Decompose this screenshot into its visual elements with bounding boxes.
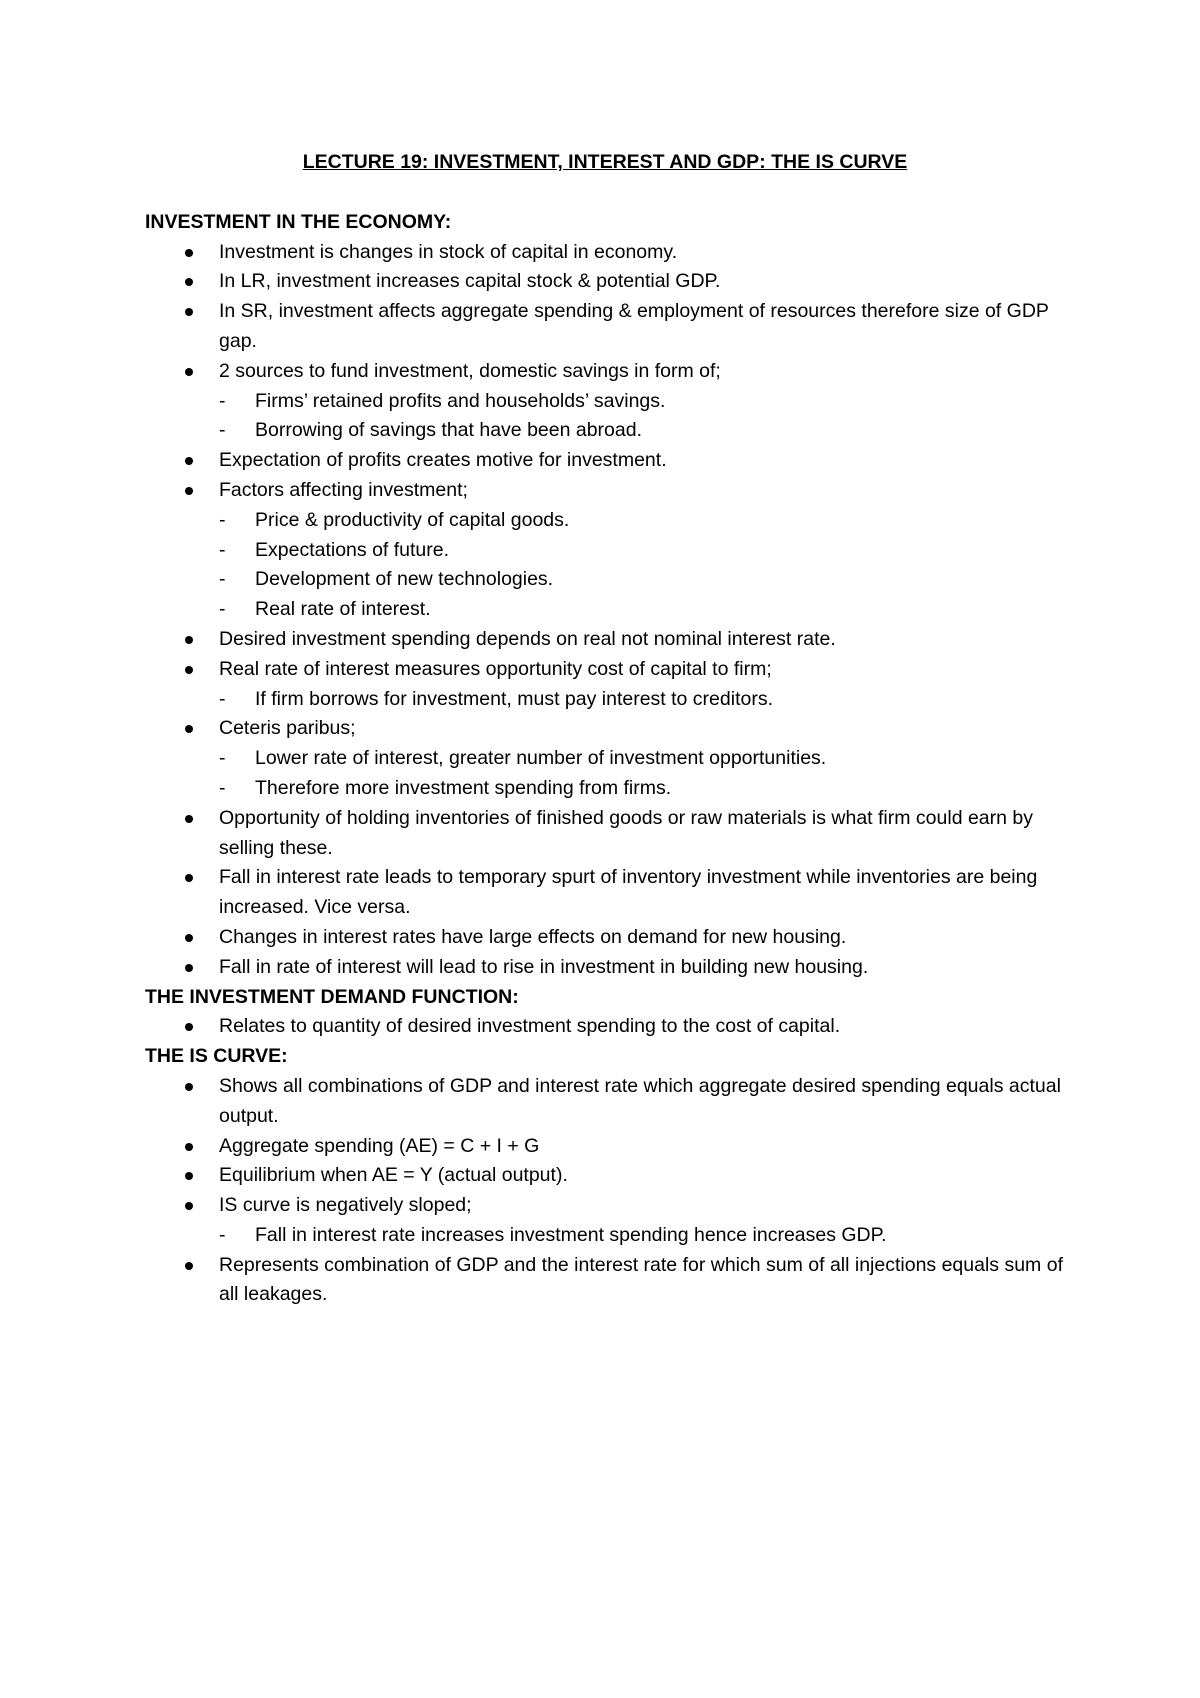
bullet-dot-icon — [185, 278, 193, 286]
bullet-dot-icon — [185, 1172, 193, 1180]
bullet-dot-icon — [185, 457, 193, 465]
bullet-dot-icon — [185, 1262, 193, 1270]
sub-bullet-list — [219, 744, 1065, 804]
bullet-item — [145, 267, 1065, 297]
section — [145, 1042, 1065, 1310]
sub-bullet-item — [219, 774, 1065, 804]
bullet-dot-icon — [185, 1202, 193, 1210]
section-heading: INVESTMENT IN THE ECONOMY: — [145, 210, 452, 233]
bullet-item — [145, 238, 1065, 268]
sub-bullet-item — [219, 1221, 1065, 1251]
bullet-text: 2 sources to fund investment, domestic savings in form of; — [219, 359, 721, 382]
sub-bullet-item — [219, 565, 1065, 595]
sub-bullet-list — [219, 506, 1065, 625]
bullet-item — [145, 1161, 1065, 1191]
bullet-text: Ceteris paribus; — [219, 717, 356, 740]
bullet-dot-icon — [185, 1083, 193, 1091]
sub-bullet-text: Expectations of future. — [255, 538, 450, 561]
sub-bullet-text: Development of new technologies. — [255, 568, 554, 591]
dash-icon: - — [219, 568, 226, 591]
sub-bullet-text: Firms’ retained profits and households’ savings. — [255, 389, 666, 412]
bullet-dot-icon — [185, 964, 193, 972]
dash-icon: - — [219, 538, 226, 561]
document-title: LECTURE 19: INVESTMENT, INTEREST AND GDP: THE IS CURVE — [302, 151, 908, 173]
bullet-item — [145, 446, 1065, 476]
dash-icon: - — [219, 1223, 226, 1246]
bullet-item — [145, 297, 1065, 357]
bullet-dot-icon — [185, 636, 193, 644]
sub-bullet-list — [219, 387, 1065, 447]
bullet-dot-icon — [185, 934, 193, 942]
bullet-text: Fall in rate of interest will lead to rise in investment in building new housing. — [219, 955, 869, 978]
bullet-dot-icon — [185, 666, 193, 674]
bullet-text: Changes in interest rates have large effects on demand for new housing. — [219, 925, 847, 948]
bullet-list — [145, 238, 1065, 983]
bullet-item — [145, 1251, 1065, 1311]
bullet-text: Shows all combinations of GDP and interest rate which aggregate desired spending equals actual output. — [219, 1074, 1061, 1127]
section-heading: THE INVESTMENT DEMAND FUNCTION: — [145, 985, 519, 1008]
sub-bullet-item — [219, 744, 1065, 774]
dash-icon: - — [219, 508, 226, 531]
bullet-text: In LR, investment increases capital stock & potential GDP. — [219, 270, 721, 293]
bullet-item — [145, 357, 1065, 446]
sub-bullet-text: Borrowing of savings that have been abroad. — [255, 419, 643, 442]
bullet-dot-icon — [185, 1143, 193, 1151]
bullet-text: In SR, investment affects aggregate spending & employment of resources therefore size of GDP gap. — [219, 300, 1049, 352]
sub-bullet-list — [219, 685, 1065, 715]
bullet-item — [145, 863, 1065, 923]
bullet-item — [145, 1132, 1065, 1162]
dash-icon: - — [219, 389, 226, 412]
bullet-item — [145, 804, 1065, 864]
sub-bullet-text: Real rate of interest. — [255, 598, 431, 621]
bullet-list — [145, 1012, 1065, 1042]
bullet-item — [145, 1191, 1065, 1251]
document-body — [145, 208, 1065, 1310]
bullet-dot-icon — [185, 725, 193, 733]
sub-bullet-item — [219, 506, 1065, 536]
sub-bullet-item — [219, 387, 1065, 417]
bullet-item — [145, 923, 1065, 953]
bullet-dot-icon — [185, 815, 193, 823]
bullet-text: Equilibrium when AE = Y (actual output). — [219, 1164, 568, 1187]
bullet-dot-icon — [185, 1023, 193, 1031]
dash-icon: - — [219, 687, 226, 710]
sub-bullet-item — [219, 685, 1065, 715]
bullet-text: IS curve is negatively sloped; — [219, 1194, 472, 1217]
bullet-item — [145, 1012, 1065, 1042]
bullet-dot-icon — [185, 874, 193, 882]
section-heading: THE IS CURVE: — [145, 1045, 288, 1068]
bullet-item — [145, 714, 1065, 803]
bullet-item — [145, 476, 1065, 625]
sub-bullet-item — [219, 536, 1065, 566]
bullet-list — [145, 1072, 1065, 1310]
dash-icon: - — [219, 419, 226, 442]
bullet-text: Expectation of profits creates motive for investment. — [219, 449, 667, 472]
dash-icon: - — [219, 776, 226, 799]
sub-bullet-text: Lower rate of interest, greater number of investment opportunities. — [255, 747, 827, 770]
sub-bullet-text: Fall in interest rate increases investment spending hence increases GDP. — [255, 1223, 887, 1246]
dash-icon: - — [219, 747, 226, 770]
sub-bullet-list — [219, 1221, 1065, 1251]
bullet-item — [145, 1072, 1065, 1132]
section — [145, 208, 1065, 983]
bullet-item — [145, 625, 1065, 655]
bullet-text: Investment is changes in stock of capital in economy. — [219, 240, 678, 263]
bullet-dot-icon — [185, 249, 193, 257]
sub-bullet-item — [219, 416, 1065, 446]
dash-icon: - — [219, 598, 226, 621]
bullet-dot-icon — [185, 368, 193, 376]
bullet-text: Relates to quantity of desired investment spending to the cost of capital. — [219, 1015, 841, 1038]
bullet-text: Factors affecting investment; — [219, 478, 468, 501]
bullet-item — [145, 953, 1065, 983]
sub-bullet-text: Therefore more investment spending from firms. — [255, 776, 672, 799]
bullet-text: Aggregate spending (AE) = C + I + G — [219, 1134, 540, 1157]
bullet-text: Real rate of interest measures opportunity cost of capital to firm; — [219, 657, 772, 680]
bullet-text: Represents combination of GDP and the interest rate for which sum of all injections equals sum of all leakages. — [219, 1253, 1063, 1306]
bullet-text: Opportunity of holding inventories of finished goods or raw materials is what firm could earn by selling these. — [219, 806, 1033, 859]
bullet-item — [145, 655, 1065, 715]
sub-bullet-item — [219, 595, 1065, 625]
section — [145, 983, 1065, 1043]
document-page — [145, 148, 1065, 1310]
sub-bullet-text: Price & productivity of capital goods. — [255, 508, 570, 531]
bullet-text: Fall in interest rate leads to temporary spurt of inventory investment while inventories are being increased. Vice versa. — [219, 866, 1038, 919]
sub-bullet-text: If firm borrows for investment, must pay interest to creditors. — [255, 687, 773, 710]
bullet-text: Desired investment spending depends on real not nominal interest rate. — [219, 627, 836, 650]
bullet-dot-icon — [185, 308, 193, 316]
bullet-dot-icon — [185, 487, 193, 495]
